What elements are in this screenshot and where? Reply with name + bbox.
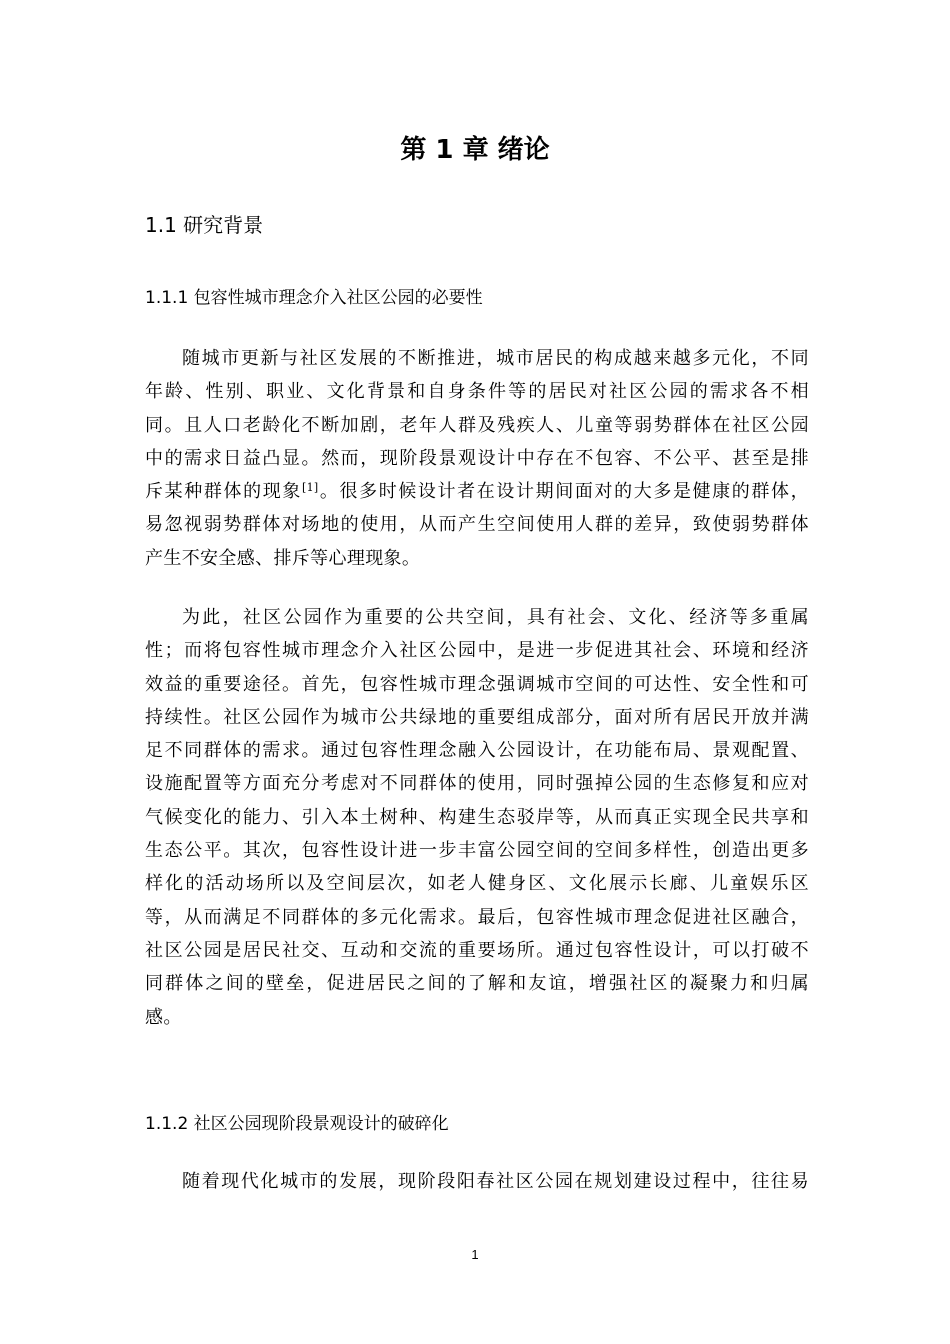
paragraph-line: 感。 — [145, 1006, 182, 1028]
paragraph-line: 年龄、性别、职业、文化背景和自身条件等的居民对社区公园的需求各不相 — [145, 381, 809, 403]
paragraph-line-with-citation — [145, 475, 809, 508]
paragraph-line: 生态公平。其次，包容性设计进一步丰富公园空间的空间多样性，创造出更多 — [145, 840, 809, 862]
paragraph-line: 性；而将包容性城市理念介入社区公园中，是进一步促进其社会、环境和经济 — [145, 640, 809, 662]
paragraph-line: 气候变化的能力、引入本土树种、构建生态驳岸等，从而真正实现全民共享和 — [145, 806, 809, 828]
paragraph-line: 易忽视弱势群体对场地的使用，从而产生空间使用人群的差异，致使弱势群体 — [145, 514, 809, 536]
subsection-heading-2: 1.1.2 社区公园现阶段景观设计的破碎化 — [145, 1114, 449, 1134]
subsection-heading-1: 1.1.1 包容性城市理念介入社区公园的必要性 — [145, 288, 483, 308]
paragraph-text: 斥某种群体的现象 — [145, 481, 302, 503]
paragraph-line: 随城市更新与社区发展的不断推进，城市居民的构成越来越多元化，不同 — [182, 348, 809, 369]
citation-ref[interactable]: [1] — [301, 481, 319, 495]
paragraph-line: 等，从而满足不同群体的多元化需求。最后，包容性城市理念促进社区融合， — [145, 906, 809, 928]
page-number: 1 — [471, 1247, 479, 1262]
paragraph-line: 产生不安全感、排斥等心理现象。 — [145, 547, 421, 569]
section-heading: 1.1 研究背景 — [145, 213, 264, 237]
paragraph-line: 设施配置等方面充分考虑对不同群体的使用，同时强掉公园的生态修复和应对 — [145, 773, 809, 795]
paragraph-line: 中的需求日益凸显。然而，现阶段景观设计中存在不包容、不公平、甚至是排 — [145, 447, 809, 469]
paragraph-text: 。很多时候设计者在设计期间面对的大多是健康的群体， — [318, 481, 809, 503]
paragraph-line: 随着现代化城市的发展，现阶段阳春社区公园在规划建设过程中，往往易 — [182, 1171, 809, 1192]
paragraph-line: 样化的活动场所以及空间层次，如老人健身区、文化展示长廊、儿童娱乐区 — [145, 873, 809, 895]
paragraph-3 — [145, 1165, 809, 1198]
paragraph-line: 同。且人口老龄化不断加剧，老年人群及残疾人、儿童等弱势群体在社区公园 — [145, 414, 809, 436]
paragraph-line: 同群体之间的壁垒，促进居民之间的了解和友谊，增强社区的凝聚力和归属 — [145, 973, 809, 995]
chapter-title: 第 1 章 绪论 — [400, 135, 550, 165]
paragraph-line: 效益的重要途径。首先，包容性城市理念强调城市空间的可达性、安全性和可 — [145, 673, 809, 695]
paragraph-2 — [145, 601, 809, 1034]
paragraph-line: 为此，社区公园作为重要的公共空间，具有社会、文化、经济等多重属 — [182, 607, 809, 628]
paragraph-line: 足不同群体的需求。通过包容性理念融入公园设计，在功能布局、景观配置、 — [145, 740, 809, 762]
paragraph-line: 持续性。社区公园作为城市公共绿地的重要组成部分，面对所有居民开放并满 — [145, 706, 809, 728]
paragraph-1 — [145, 342, 809, 575]
paragraph-line: 社区公园是居民社交、互动和交流的重要场所。通过包容性设计，可以打破不 — [145, 939, 809, 961]
